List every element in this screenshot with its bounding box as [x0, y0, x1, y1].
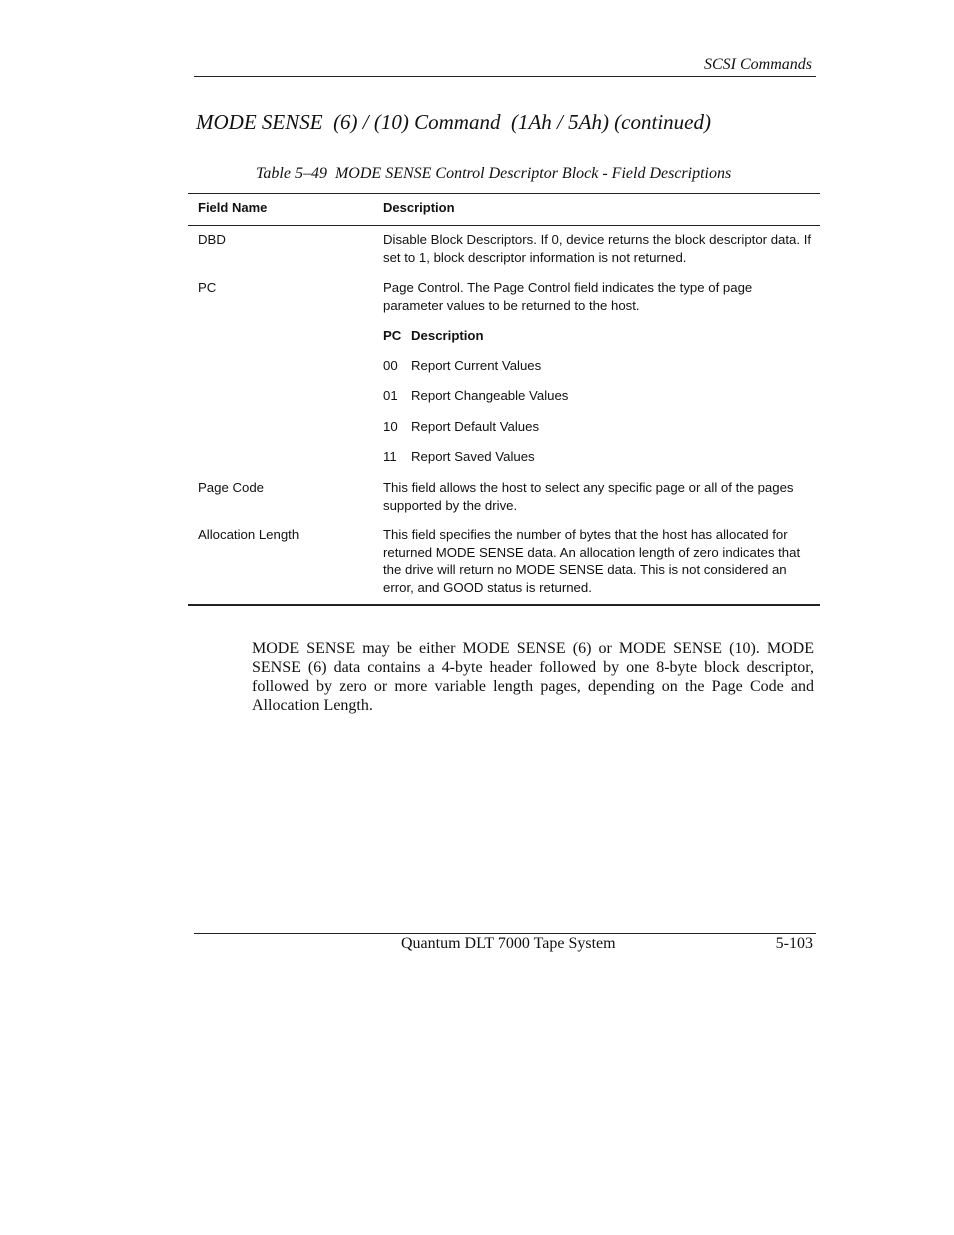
footer-title: Quantum DLT 7000 Tape System	[401, 935, 616, 952]
field-name: PC	[198, 280, 217, 295]
table-caption: Table 5–49 MODE SENSE Control Descriptor Block - Field Descriptions	[256, 165, 732, 182]
field-name: Page Code	[198, 480, 264, 495]
body-paragraph: MODE SENSE may be either MODE SENSE (6) or MODE SENSE (10). MODE SENSE (6) data contains a 4-byte header followed by one 8-byte block descriptor, followed by zero or more variable length pages, depending on the Page Code and Allocation Length.	[252, 640, 814, 714]
field-name: Allocation Length	[198, 527, 300, 542]
section-title: MODE SENSE (6) / (10) Command (1Ah / 5Ah) (continued)	[196, 110, 711, 134]
field-name: DBD	[198, 232, 226, 247]
table-header-row	[188, 194, 820, 225]
pc-code: 01	[383, 388, 398, 403]
table-body	[188, 226, 820, 604]
field-description: This field allows the host to select any specific page or all of the pages supported by the drive.	[383, 480, 794, 513]
field-description: Page Control. The Page Control field indicates the type of page parameter values to be returned to the host.	[383, 280, 753, 313]
pc-code: 00	[383, 358, 398, 373]
pc-description: Report Current Values	[411, 358, 542, 373]
page-number: 5-103	[775, 935, 813, 952]
pc-subtable-header	[383, 327, 683, 345]
pc-code: 10	[383, 419, 398, 434]
column-header-field-name: Field Name	[198, 200, 268, 215]
running-header: SCSI Commands	[703, 56, 812, 73]
pc-value-row	[383, 418, 683, 436]
pc-code: 11	[383, 449, 397, 464]
pc-description: Report Default Values	[411, 419, 540, 434]
table-bottom-rule	[188, 604, 820, 606]
pc-description: Report Saved Values	[411, 449, 535, 464]
column-header-description: Description	[383, 200, 455, 215]
pc-value-row	[383, 357, 683, 375]
pc-value-row	[383, 448, 683, 466]
pc-value-row	[383, 387, 683, 405]
pc-description: Report Changeable Values	[411, 388, 569, 403]
pc-subtable-header-code: PC	[383, 328, 402, 343]
header-rule	[194, 76, 816, 77]
field-description: Disable Block Descriptors. If 0, device returns the block descriptor data. If set to 1, block descriptor information is not returned.	[383, 232, 812, 265]
field-description: This field specifies the number of bytes that the host has allocated for returned MODE SENSE data. An allocation length of zero indicates that the drive will return no MODE SENSE data. This is not considered an error, and GOOD status is returned.	[383, 527, 801, 595]
field-descriptions-table	[188, 193, 820, 606]
pc-subtable-header-description: Description	[411, 328, 484, 343]
footer-rule	[194, 933, 816, 934]
